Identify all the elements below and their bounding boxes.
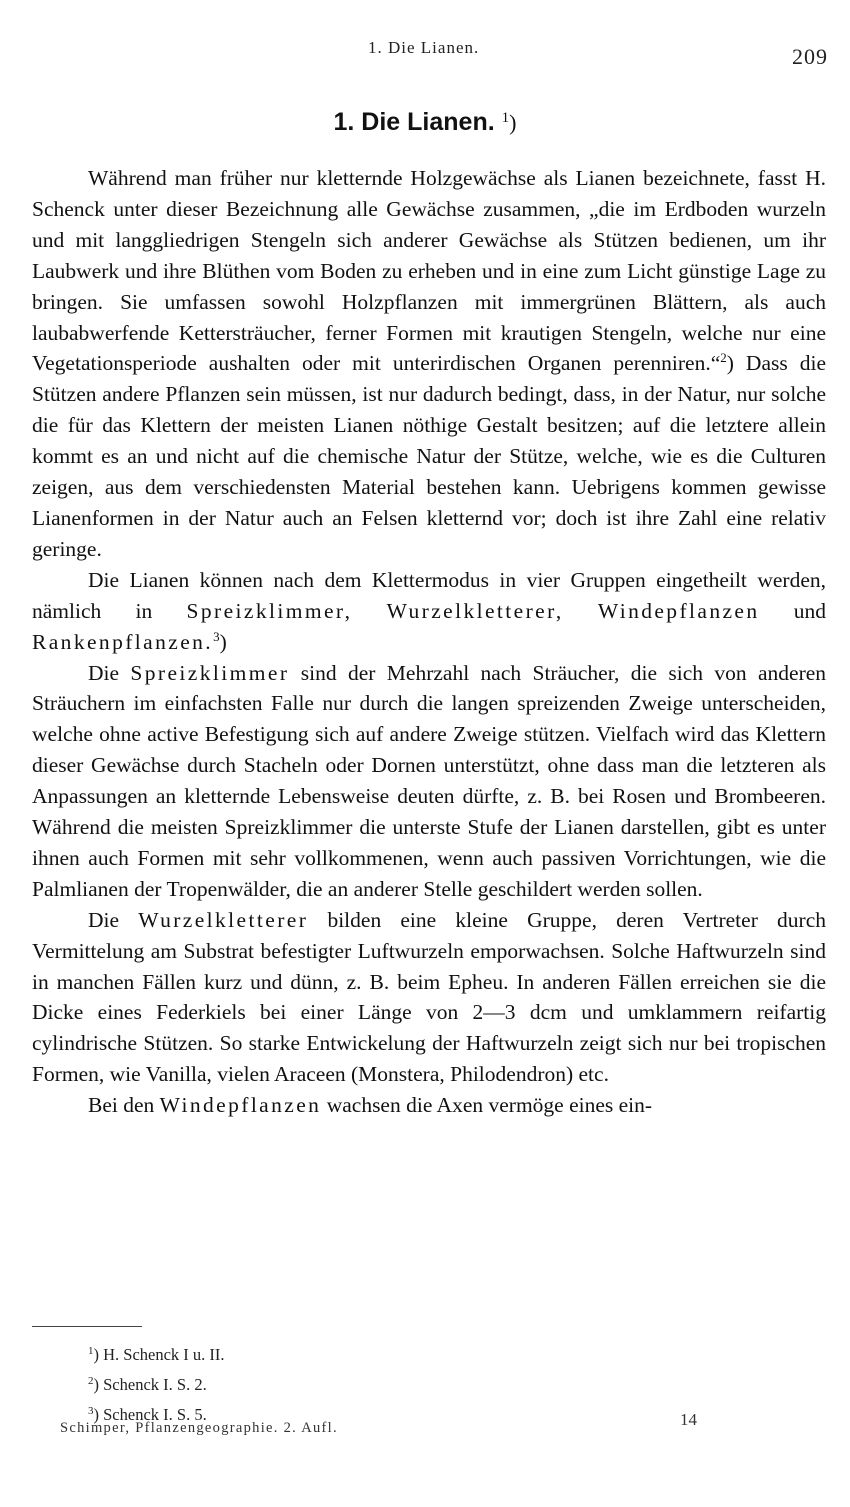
paragraph-2-close: )	[219, 629, 227, 654]
footnote-text: ) Schenck I. S. 2.	[93, 1375, 207, 1394]
footnote-divider	[32, 1326, 142, 1327]
paragraph-4	[32, 905, 826, 1090]
term-wurzelkletterer: Wurzelkletterer,	[386, 598, 564, 623]
chapter-title	[0, 108, 850, 137]
footnote-text: ) Schenck I. S. 5.	[93, 1405, 207, 1424]
footnote-ref-3: 3	[213, 628, 220, 644]
paragraph-3-term: Spreizklimmer	[130, 660, 290, 685]
paragraph-2-part-1: Die Lianen können nach dem Klettermodus in vier Gruppen eingetheilt werden, nämlich in	[32, 567, 826, 623]
paragraph-1-part-2: ) Dass die Stützen andere Pflanzen sein müssen, ist nur dadurch bedingt, dass, in der Natur, nur solche die für das Klettern der meisten Lianen nöthige Gestalt besitzen; auf die letztere allein kommt es an und nicht auf die chemische Natur der Stütze, welche, wie es die Culturen zeigen, aus dem verschiedensten Material bestehen kann. Uebrigens kommen gewisse Lianenformen in der Natur auch an Felsen kletternd vor; doch ist ihre Zahl eine relativ geringe.	[32, 351, 826, 561]
term-rankenpflanzen: Rankenpflanzen.	[32, 629, 214, 654]
footnote-ref-2: 2	[720, 350, 727, 366]
paragraph-1	[32, 163, 826, 565]
term-windepflanzen: Windepflanzen	[597, 598, 760, 623]
paragraph-5-lead: Bei den	[88, 1093, 155, 1118]
paragraph-4-text: bilden eine kleine Gruppe, deren Vertreter durch Vermittelung am Substrat befestigter Luftwurzeln emporwachsen. Solche Haftwurzeln sind in manchen Fällen kurz und dünn, z. B. beim Epheu. In anderen Fällen erreichen sie die Dicke eines Federkiels bei einer Länge von 2—3 dcm und umklammern reifartig cylindrische Stützen. So starke Entwickelung der Haftwurzeln zeigt sich nur bei tropischen Formen, wie Vanilla, vielen Araceen (Monstera, Philodendron) etc.	[32, 907, 826, 1087]
footnotes	[88, 1338, 225, 1428]
footnote-text: ) H. Schenck I u. II.	[93, 1345, 225, 1364]
chapter-title-text: 1. Die Lianen.	[333, 108, 495, 136]
paragraph-5-text: wachsen die Axen vermöge eines ein-	[326, 1093, 653, 1118]
paragraph-3-text: sind der Mehrzahl nach Sträucher, die sich von anderen Sträuchern im einfachsten Falle nur durch die langen spreizenden Zweige unterscheiden, welche ohne active Befestigung sich auf andere Zweige stützen. Vielfach wird das Klettern dieser Gewächse durch Stacheln oder Dornen unterstützt, ohne dass man die letzteren als Anpassungen an kletternde Lebensweise deuten dürfte, z. B. bei Rosen und Brombeeren. Während die meisten Spreizklimmer die unterste Stufe der Lianen darstellen, gibt es unter ihnen auch Formen mit sehr vollkommenen, wenn auch passiven Vorrichtungen, wie die Palmlianen der Tropenwälder, die an anderer Stelle geschildert werden sollen.	[32, 660, 827, 901]
body-text	[32, 163, 826, 1121]
paragraph-5-term: Windepflanzen	[159, 1093, 322, 1118]
paragraph-1-part-1: Während man früher nur kletternde Holzgewächse als Lianen bezeichnete, fasst H. Schenck unter dieser Bezeichnung alle Gewächse zusammen, „die im Erdboden wurzeln und mit langgliedrigen Stengeln sich anderer Gewächse als Stützen bedienen, um ihr Laubwerk und ihre Blüthen vom Boden zu erheben und in eine zum Licht günstige Lage zu bringen. Sie umfassen sowohl Holzpflanzen mit immergrünen Blättern, als auch laubabwerfende Kettersträucher, ferner Formen mit krautigen Stengeln, welche nur eine Vegetationsperiode aushalten oder mit unterirdischen Organen perenniren.“	[32, 166, 826, 376]
footnote-number: 3	[88, 1405, 94, 1417]
chapter-footnote-paren: )	[509, 110, 517, 135]
paragraph-4-term: Wurzelkletterer	[138, 907, 309, 932]
chapter-footnote-ref: 1	[501, 110, 510, 126]
paragraph-4-lead: Die	[88, 907, 120, 932]
footnote-1	[88, 1338, 225, 1368]
running-header	[0, 34, 850, 69]
running-title: 1. Die Lianen.	[368, 38, 480, 57]
sheet-number: 14	[680, 1410, 697, 1429]
page-number: 209	[792, 44, 828, 69]
paragraph-5	[32, 1090, 826, 1121]
paragraph-3	[32, 658, 826, 905]
footnote-number: 2	[88, 1375, 94, 1387]
paragraph-3-lead: Die	[88, 660, 120, 685]
footnote-number: 1	[88, 1345, 94, 1357]
term-spreizklimmer: Spreizklimmer,	[186, 598, 353, 623]
footnote-2	[88, 1368, 225, 1398]
paragraph-2-and: und	[793, 598, 827, 623]
book-signature: Schimper, Pflanzengeographie. 2. Aufl.	[60, 1420, 338, 1436]
paragraph-2	[32, 565, 826, 658]
